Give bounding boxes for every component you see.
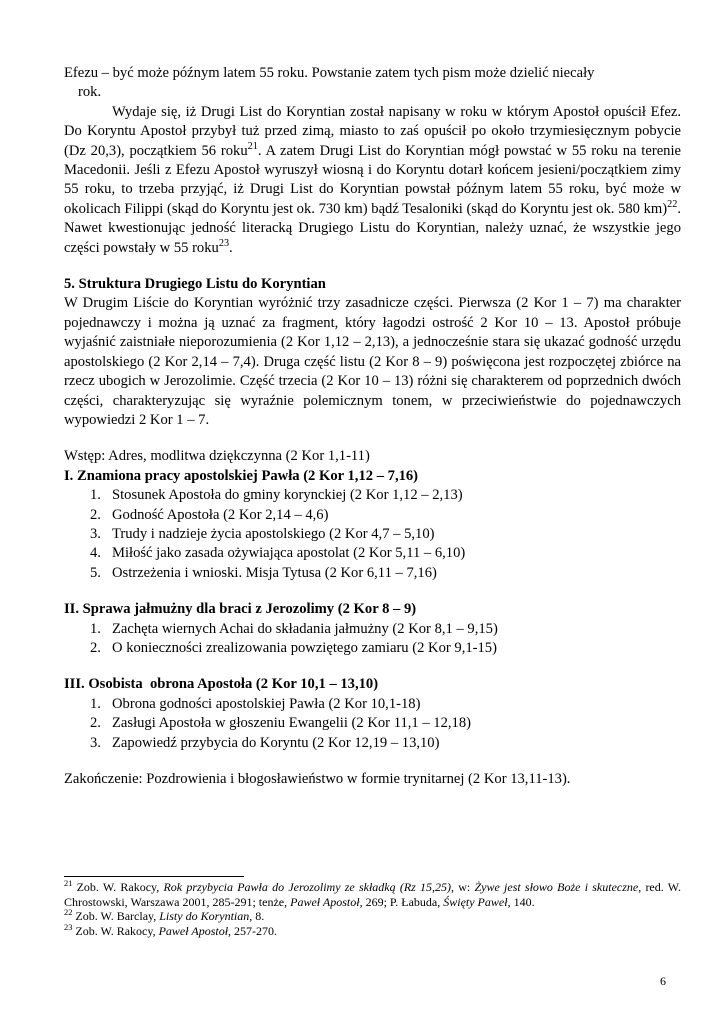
list-item: 3. Zapowiedź przybycia do Koryntu (2 Kor 12,19 – 13,10) — [90, 734, 440, 751]
list-item: 1. Obrona godności apostolskiej Pawła (2 Kor 10,1-18) — [90, 695, 421, 712]
list-item: 4. Miłość jako zasada ożywiająca apostolat (2 Kor 5,11 – 6,10) — [90, 545, 466, 562]
footnote-ref[interactable]: 22 — [667, 198, 678, 210]
paragraph-dating: Wydaje się, iż Drugi List do Koryntian został napisany w roku w którym Apostoł opuścił Efez. Do Koryntu Apostoł przybył tuż przed zimą, miasto to zaś opuścił po około trzymiesięcznym pobycie (Dz 20,3), początkiem 56 roku$^{21}$. A zatem Drugi List do Koryntian mógł powstać w 55 roku na terenie Macedonii. Jeśli z Efezu Apostoł wyruszył wiosną i do Koryntu dotarł końcem jesieni/początkiem zimy 55 roku, to trzeba przyjąć, iż Drugi List do Koryntian powstał późnym latem 55 roku, być może w okolicach Filippi (skąd do Koryntu jest ok. 730 km) bądź Tesaloniki (skąd do Koryntu jest ok. 580 km)$^{22}$. Nawet kwestionując jedność literacką Drugiego Listu do Koryntian, należy uznać, że wszystkie jego części powstały w 55 roku$^{23}$. — [64, 103, 681, 256]
paragraph-continued — [64, 64, 681, 103]
section-heading: 5. Struktura Drugiego Listu do Koryntian — [64, 276, 326, 293]
outline-part-title: III. Osobista obrona Apostoła (2 Kor 10,1 – 13,10) — [64, 676, 379, 693]
outline-part-title: I. Znamiona pracy apostolskiej Pawła (2 Kor 1,12 – 7,16) — [64, 467, 419, 484]
footnote-ref[interactable]: 21 — [247, 140, 258, 152]
footnote: $^{23}$ Zob. W. Rakocy, Paweł Apostoł, 257-270. — [64, 922, 278, 938]
outline-list — [64, 486, 681, 583]
paragraph-text: Efezu – być może późnym latem 55 roku. Powstanie zatem tych pism może dzielić niecały — [64, 65, 595, 81]
footnote: $^{21}$ Zob. W. Rakocy, Rok przybycia Pawła do Jerozolimy ze składką (Rz 15,25), w: Żywe jest słowo Boże i skuteczne, red. W. Chrostowski, Warszawa 2001, 285-291; tenże, Paweł Apostoł, 269; P. Łabuda, Święty Paweł, 140. — [64, 879, 681, 909]
footnote-divider — [64, 876, 244, 877]
list-item: 5. Ostrzeżenia i wnioski. Misja Tytusa (2 Kor 6,11 – 7,16) — [90, 564, 437, 581]
outline-conclusion: Zakończenie: Pozdrowienia i błogosławieństwo w formie trynitarnej (2 Kor 13,11-13). — [64, 771, 571, 787]
outline-list — [64, 620, 681, 659]
body-text — [64, 64, 681, 789]
section-paragraph: W Drugim Liście do Koryntian wyróżnić trzy zasadnicze części. Pierwsza (2 Kor 1 – 7) ma charakter pojednawczy i można ją uznać za fragment, który łagodzi ostrość 2 Kor 10 – 13. Apostoł próbuje wyjaśnić zaistniałe nieporozumienia (2 Kor 1,12 – 2,13), a jednocześnie stara się ukazać godność urzędu apostolskiego (2 Kor 2,14 – 7,4). Druga część listu (2 Kor 8 – 9) poświęcona jest rozpoczętej zbiórce na rzecz ubogich w Jerozolimie. Część trzecia (2 Kor 10 – 13) różni się charakterem od poprzednich dwóch części, charakteryzując się wyraźnie polemicznym tonem, w przeciwieństwie do pojednawczych wypowiedzi 2 Kor 1 – 7. — [64, 295, 681, 428]
outline-part-title: II. Sprawa jałmużny dla braci z Jerozolimy (2 Kor 8 – 9) — [64, 601, 417, 618]
list-item: 2. Zasługi Apostoła w głoszeniu Ewangelii (2 Kor 11,1 – 12,18) — [90, 715, 471, 732]
outline-intro: Wstęp: Adres, modlitwa dziękczynna (2 Kor 1,1-11) — [64, 448, 370, 465]
list-item: 1. Stosunek Apostoła do gminy korynckiej (2 Kor 1,12 – 2,13) — [90, 487, 463, 504]
footnote: $^{22}$ Zob. W. Barclay, Listy do Koryntian, 8. — [64, 908, 265, 924]
list-item: 1. Zachęta wiernych Achai do składania jałmużny (2 Kor 8,1 – 9,15) — [90, 620, 498, 637]
list-item: 2. O konieczności zrealizowania powziętego zamiaru (2 Kor 9,1-15) — [90, 639, 497, 656]
footnote-ref[interactable]: 23 — [218, 237, 230, 249]
list-item: 2. Godność Apostoła (2 Kor 2,14 – 4,6) — [90, 506, 329, 523]
list-item: 3. Trudy i nadzieje życia apostolskiego (2 Kor 4,7 – 5,10) — [90, 525, 435, 542]
paragraph-text-cont: rok. — [78, 84, 102, 101]
footnotes — [64, 880, 681, 938]
outline-list — [64, 695, 681, 753]
page-number: 6 — [660, 974, 666, 988]
